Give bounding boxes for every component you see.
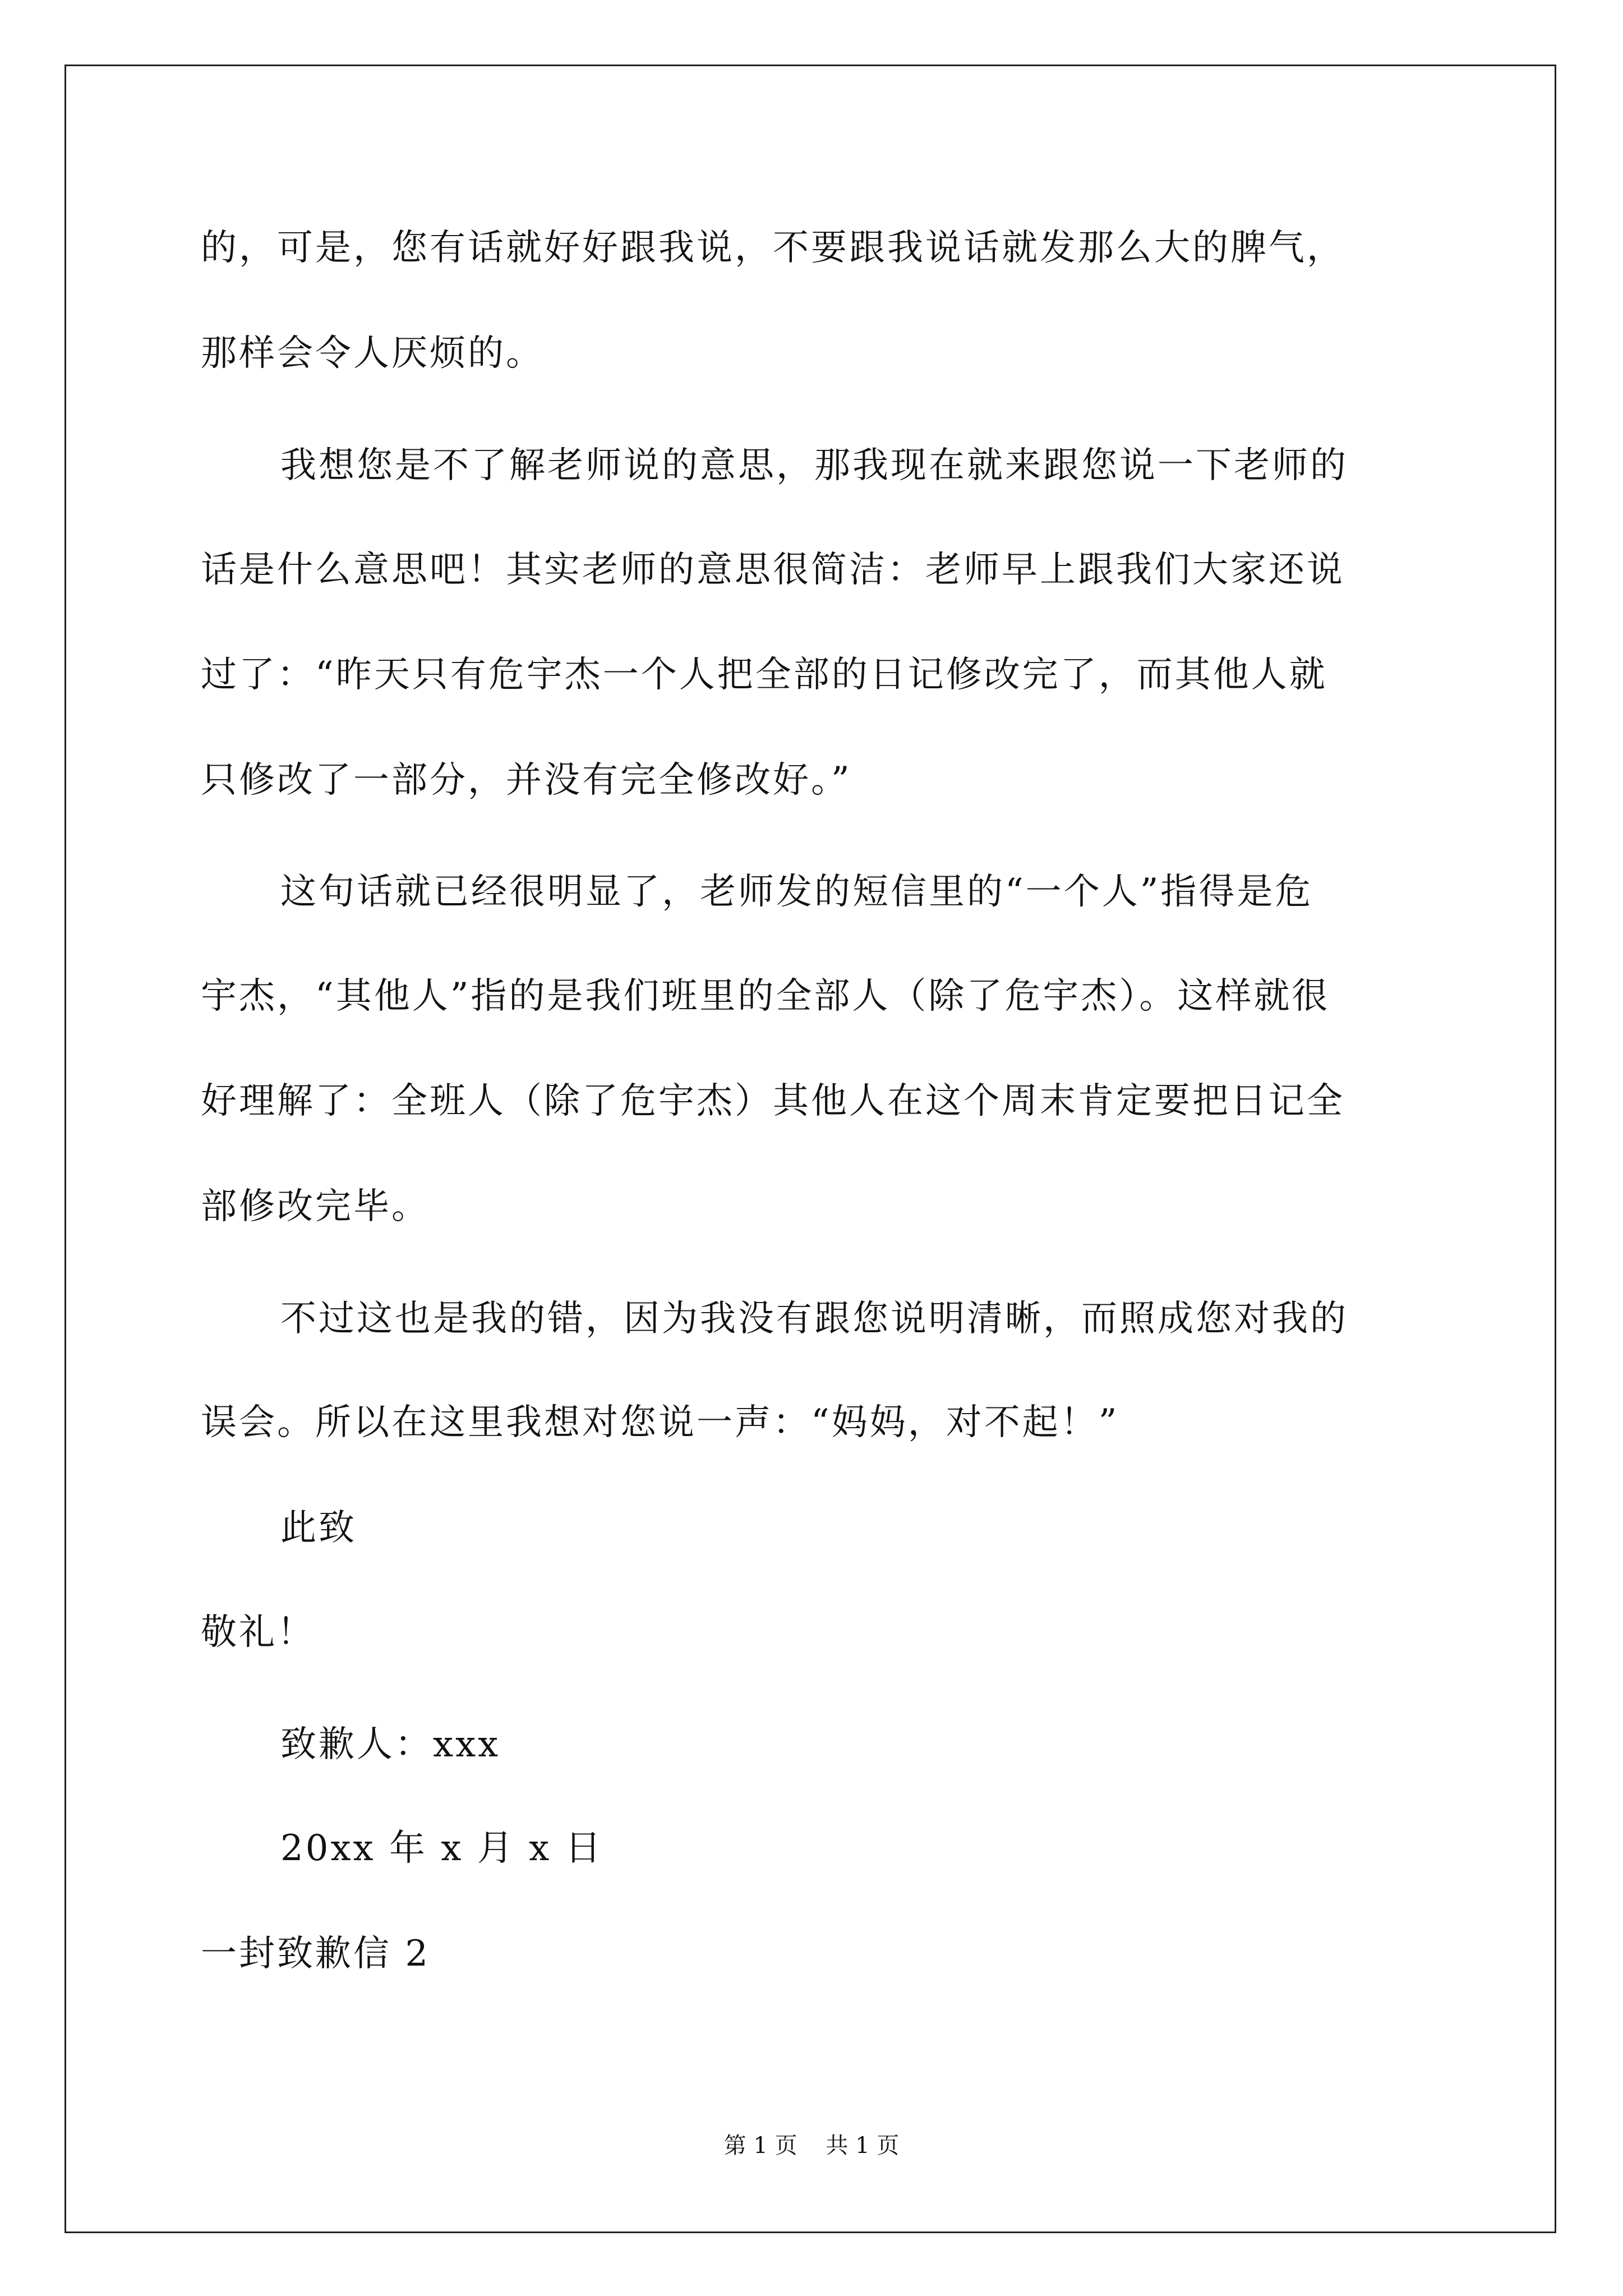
page-border	[64, 65, 1556, 2233]
paragraph-2-line-3: 过了：“昨天只有危宇杰一个人把全部的日记修改完了，而其他人就	[201, 654, 1327, 696]
next-letter-title: 一封致歉信 2	[201, 1933, 431, 1975]
date: 20xx 年 x 月 x 日	[280, 1828, 603, 1869]
closing-greeting: 此致	[280, 1507, 357, 1549]
page-footer: 第 1 页 共 1 页	[723, 2133, 900, 2159]
paragraph-3-line-2: 宇杰，“其他人”指的是我们班里的全部人（除了危宇杰）。这样就很	[201, 976, 1330, 1017]
signer: 致歉人：xxx	[280, 1724, 501, 1765]
paragraph-3-line-1: 这句话就已经很明显了，老师发的短信里的“一个人”指得是危	[280, 871, 1313, 913]
paragraph-1-line-1: 的，可是，您有话就好好跟我说，不要跟我说话就发那么大的脾气，	[201, 227, 1345, 269]
paragraph-4-line-1: 不过这也是我的错，因为我没有跟您说明清晰，而照成您对我的	[280, 1298, 1348, 1340]
paragraph-2-line-4: 只修改了一部分，并没有完全修改好。”	[201, 760, 852, 801]
paragraph-3-line-3: 好理解了：全班人（除了危宇杰）其他人在这个周末肯定要把日记全	[201, 1080, 1345, 1122]
paragraph-4-line-2: 误会。所以在这里我想对您说一声：“妈妈，对不起！”	[201, 1402, 1119, 1443]
paragraph-2-line-1: 我想您是不了解老师说的意思，那我现在就来跟您说一下老师的	[280, 445, 1348, 486]
paragraph-3-line-4: 部修改完毕。	[201, 1186, 430, 1227]
closing-salute: 敬礼！	[201, 1612, 315, 1653]
paragraph-2-line-2: 话是什么意思吧！其实老师的意思很简洁：老师早上跟我们大家还说	[201, 549, 1345, 591]
paragraph-1-line-2: 那样会令人厌烦的。	[201, 333, 544, 374]
